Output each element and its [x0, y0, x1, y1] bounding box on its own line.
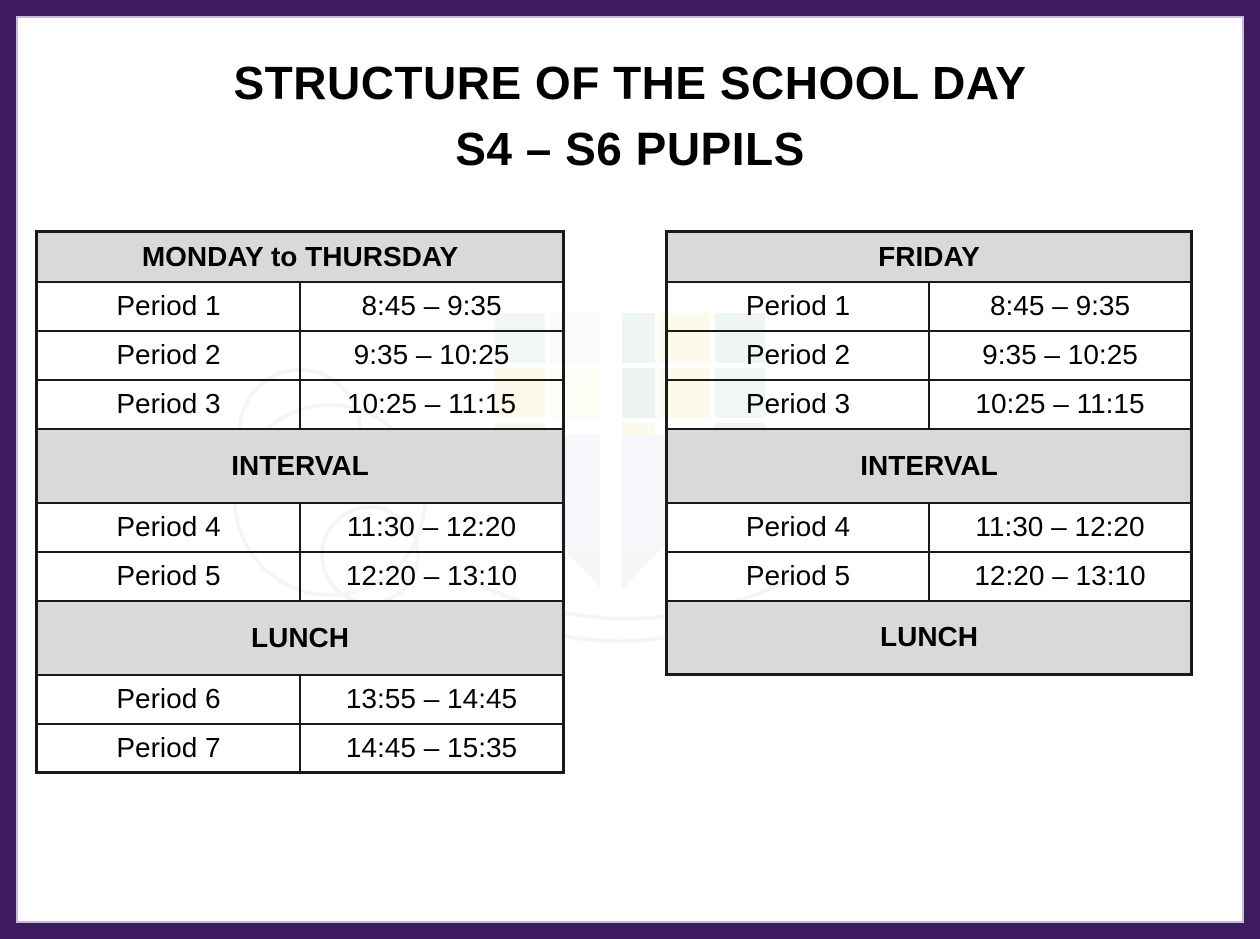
- section-label: INTERVAL: [667, 429, 1192, 503]
- period-label: Period 7: [37, 724, 301, 773]
- section-row: [667, 429, 1192, 503]
- period-row: [37, 380, 564, 429]
- period-label: Period 1: [37, 282, 301, 331]
- title-line-1: STRUCTURE OF THE SCHOOL DAY: [233, 57, 1027, 109]
- period-row: [37, 503, 564, 552]
- period-time: 14:45 – 15:35: [300, 724, 564, 773]
- slide-title: [0, 50, 1260, 182]
- section-label: LUNCH: [667, 601, 1192, 675]
- table-header-row: [667, 232, 1192, 282]
- timetable-friday: [665, 230, 1193, 676]
- period-row: [667, 380, 1192, 429]
- table-header-label: MONDAY to THURSDAY: [37, 232, 564, 282]
- period-time: 10:25 – 11:15: [929, 380, 1192, 429]
- period-label: Period 2: [667, 331, 930, 380]
- period-label: Period 3: [667, 380, 930, 429]
- period-time: 12:20 – 13:10: [929, 552, 1192, 601]
- title-line-2: S4 – S6 PUPILS: [455, 123, 805, 175]
- period-time: 8:45 – 9:35: [300, 282, 564, 331]
- period-label: Period 2: [37, 331, 301, 380]
- section-label: LUNCH: [37, 601, 564, 675]
- period-time: 9:35 – 10:25: [300, 331, 564, 380]
- period-label: Period 6: [37, 675, 301, 724]
- period-row: [667, 331, 1192, 380]
- period-row: [667, 503, 1192, 552]
- period-label: Period 4: [667, 503, 930, 552]
- period-time: 11:30 – 12:20: [300, 503, 564, 552]
- period-time: 13:55 – 14:45: [300, 675, 564, 724]
- section-row: [37, 601, 564, 675]
- period-row: [37, 331, 564, 380]
- period-time: 8:45 – 9:35: [929, 282, 1192, 331]
- section-row: [37, 429, 564, 503]
- period-row: [37, 675, 564, 724]
- period-row: [37, 552, 564, 601]
- period-label: Period 5: [667, 552, 930, 601]
- period-time: 10:25 – 11:15: [300, 380, 564, 429]
- table-header-label: FRIDAY: [667, 232, 1192, 282]
- section-row: [667, 601, 1192, 675]
- period-time: 9:35 – 10:25: [929, 331, 1192, 380]
- period-row: [37, 724, 564, 773]
- timetable-monday-thursday: [35, 230, 565, 774]
- period-label: Period 1: [667, 282, 930, 331]
- period-time: 12:20 – 13:10: [300, 552, 564, 601]
- table-header-row: [37, 232, 564, 282]
- period-label: Period 4: [37, 503, 301, 552]
- period-row: [667, 282, 1192, 331]
- section-label: INTERVAL: [37, 429, 564, 503]
- period-row: [667, 552, 1192, 601]
- period-row: [37, 282, 564, 331]
- period-label: Period 5: [37, 552, 301, 601]
- period-label: Period 3: [37, 380, 301, 429]
- period-time: 11:30 – 12:20: [929, 503, 1192, 552]
